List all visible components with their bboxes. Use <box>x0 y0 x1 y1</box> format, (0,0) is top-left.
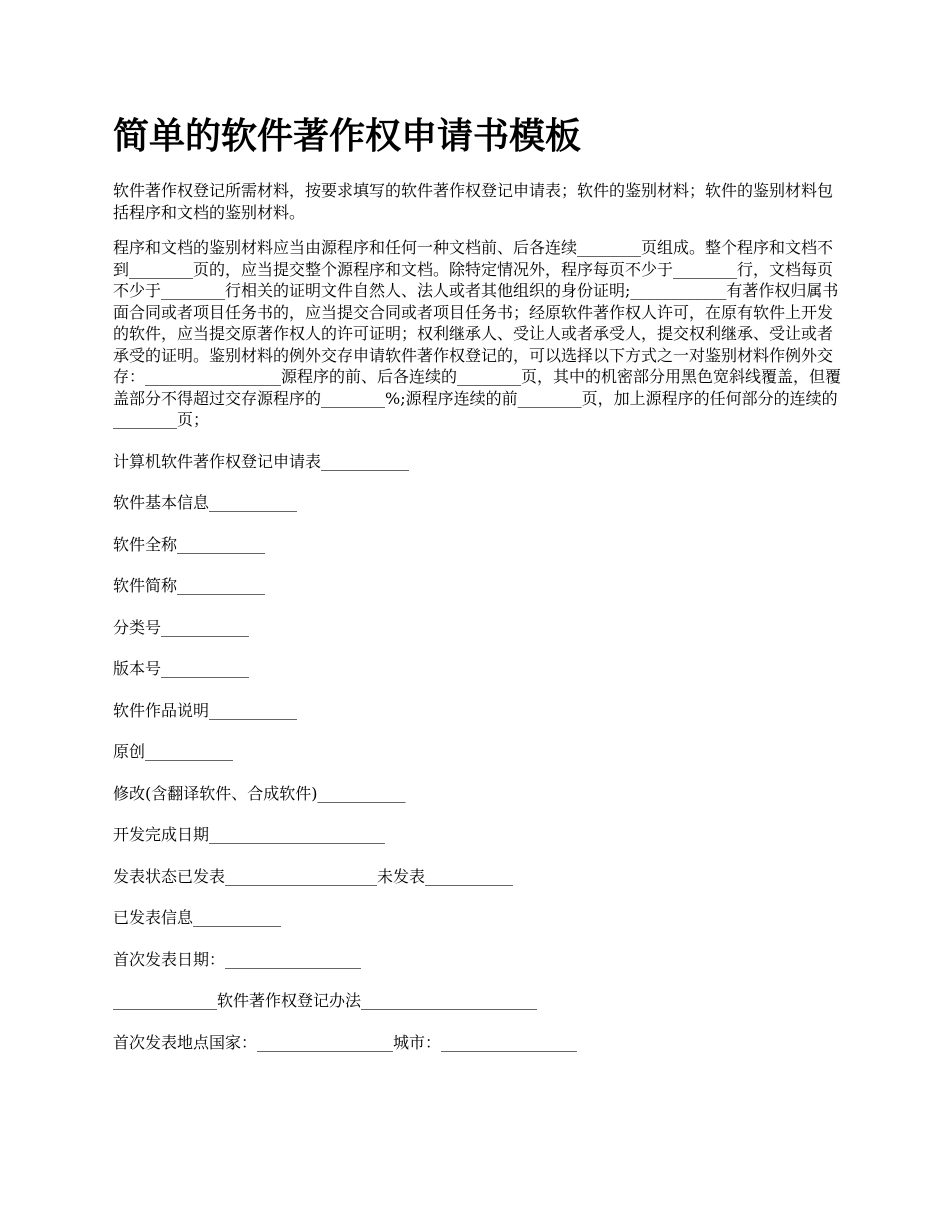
field-basic-info: 软件基本信息___________ <box>113 493 298 512</box>
field-completion-date: 开发完成日期______________________ <box>113 825 386 844</box>
field-published-info: 已发表信息___________ <box>113 908 282 927</box>
field-modified: 修改(含翻译软件、合成软件)___________ <box>113 783 406 803</box>
field-publication-status: 发表状态已发表___________________未发表___________ <box>113 866 514 886</box>
identification-materials-paragraph: 程序和文档的鉴别材料应当由源程序和任何一种文档前、后各连续________页组成。整个程序和文档不到________页的，应当提交整个源程序和文档。除特定情况外，程序每页不少于________行，文档每页不少于________行相关的证明文件自然人、法人或者其他组织的身份证明;____________有著作权归属书面合同或者项目任务书的，应当提交合同或者项目任务书；经原软件著作权人许可，在原有软件上开发的软件，应当提交原著作权人的许可证明；权利继承人、受让人或者承受人，提交权利继承、受让或者承受的证明。鉴别材料的例外交存申请软件著作权登记的，可以选择以下方式之一对鉴别材料作例外交存：_________________源程序的前、后各连续的________页，其中的机密部分用黑色宽斜线覆盖，但覆盖部分不得超过交存源程序的________%;源程序连续的前________页，加上源程序的任何部分的连续的________页； <box>113 238 842 429</box>
field-version-number: 版本号___________ <box>113 659 250 678</box>
materials-intro-paragraph: 软件著作权登记所需材料，按要求填写的软件著作权登记申请表；软件的鉴别材料；软件的鉴别材料包括程序和文档的鉴别材料。 <box>113 181 834 222</box>
field-registration-measures: _____________软件著作权登记办法______________________ <box>113 991 538 1010</box>
field-full-name: 软件全称___________ <box>113 534 266 554</box>
field-application-form: 计算机软件著作权登记申请表___________ <box>113 451 410 471</box>
document-title: 简单的软件著作权申请书模板 <box>113 116 582 157</box>
field-first-publication-location: 首次发表地点国家：_________________城市：_________________ <box>113 1032 578 1052</box>
field-first-publication-date: 首次发表日期：_________________ <box>113 949 362 969</box>
field-original: 原创___________ <box>113 742 234 761</box>
field-work-description: 软件作品说明___________ <box>113 700 298 720</box>
document-page <box>113 112 843 1073</box>
field-short-name: 软件简称___________ <box>113 576 266 595</box>
field-category-number: 分类号___________ <box>113 617 250 637</box>
